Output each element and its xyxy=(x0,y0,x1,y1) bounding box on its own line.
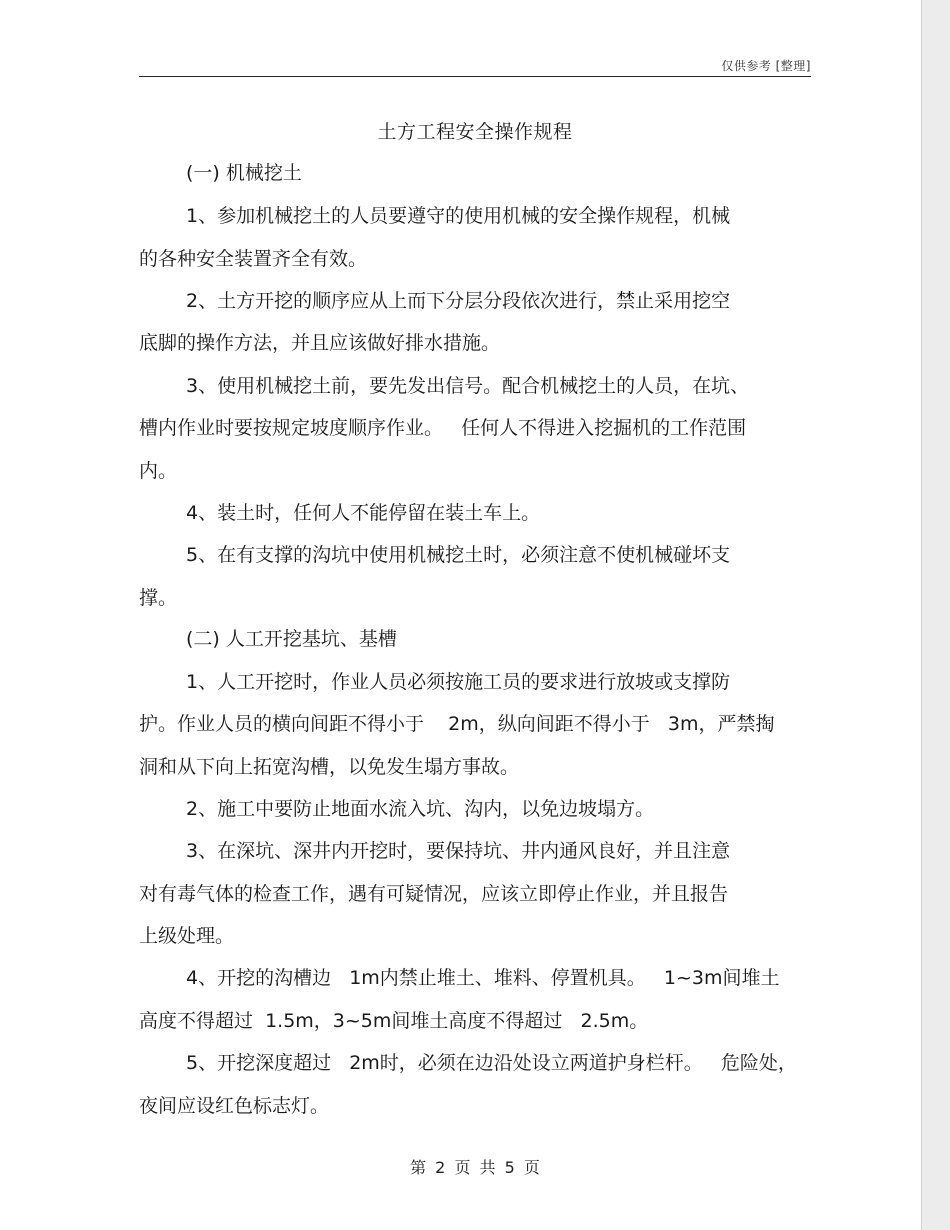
paragraph-line: 5、在有支撑的沟坑中使用机械挖土时，必须注意不使机械碰坏支 xyxy=(186,544,731,566)
paragraph-line: 的各种安全装置齐全有效。 xyxy=(139,248,368,270)
section-heading-manual: (二) 人工开挖基坑、基槽 xyxy=(186,628,397,650)
paragraph-line: 1、参加机械挖土的人员要遵守的使用机械的安全操作规程，机械 xyxy=(186,205,731,227)
paragraph-line: 3、在深坑、深井内开挖时，要保持坑、井内通风良好，并且注意 xyxy=(186,840,731,862)
paragraph-line: 3、使用机械挖土前，要先发出信号。配合机械挖土的人员，在坑、 xyxy=(186,375,750,397)
paragraph-line: 护。作业人员的横向间距不得小于 2m，纵向间距不得小于 3m，严禁掏 xyxy=(139,713,775,735)
paragraph-line: 高度不得超过 1.5m，3~5m间堆土高度不得超过 2.5m。 xyxy=(139,1010,649,1032)
paragraph-line: 洞和从下向上拓宽沟槽，以免发生塌方事故。 xyxy=(139,756,520,778)
paragraph-line: 4、开挖的沟槽边 1m内禁止堆土、堆料、停置机具。 1~3m间堆土 xyxy=(186,967,780,989)
paragraph-line: 对有毒气体的检查工作，遇有可疑情况，应该立即停止作业，并且报告 xyxy=(139,883,729,905)
header-divider xyxy=(139,76,811,77)
paragraph-line: 夜间应设红色标志灯。 xyxy=(139,1095,330,1117)
paragraph-line: 1、人工开挖时，作业人员必须按施工员的要求进行放坡或支撑防 xyxy=(186,671,731,693)
paragraph-line: 底脚的操作方法，并且应该做好排水措施。 xyxy=(139,332,501,354)
section-heading-mechanical: (一) 机械挖土 xyxy=(186,162,302,184)
paragraph-line: 内。 xyxy=(139,460,178,482)
paragraph-line: 槽内作业时要按规定坡度顺序作业。 任何人不得进入挖掘机的工作范围 xyxy=(139,417,747,439)
paragraph-line: 上级处理。 xyxy=(139,925,235,947)
paragraph-line: 2、土方开挖的顺序应从上而下分层分段依次进行，禁止采用挖空 xyxy=(186,290,731,312)
paragraph-line: 撑。 xyxy=(139,587,178,609)
paragraph-line: 4、装土时，任何人不能停留在装土车上。 xyxy=(186,502,541,524)
page-number: 第 2 页 共 5 页 xyxy=(410,1158,540,1177)
paragraph-line: 5、开挖深度超过 2m时，必须在边沿处设立两道护身栏杆。 危险处， xyxy=(186,1052,797,1074)
paragraph-line: 2、施工中要防止地面水流入坑、沟内，以免边坡塌方。 xyxy=(186,798,655,820)
header-note: 仅供参考 [整理] xyxy=(721,59,811,73)
document-title: 土方工程安全操作规程 xyxy=(377,121,573,143)
